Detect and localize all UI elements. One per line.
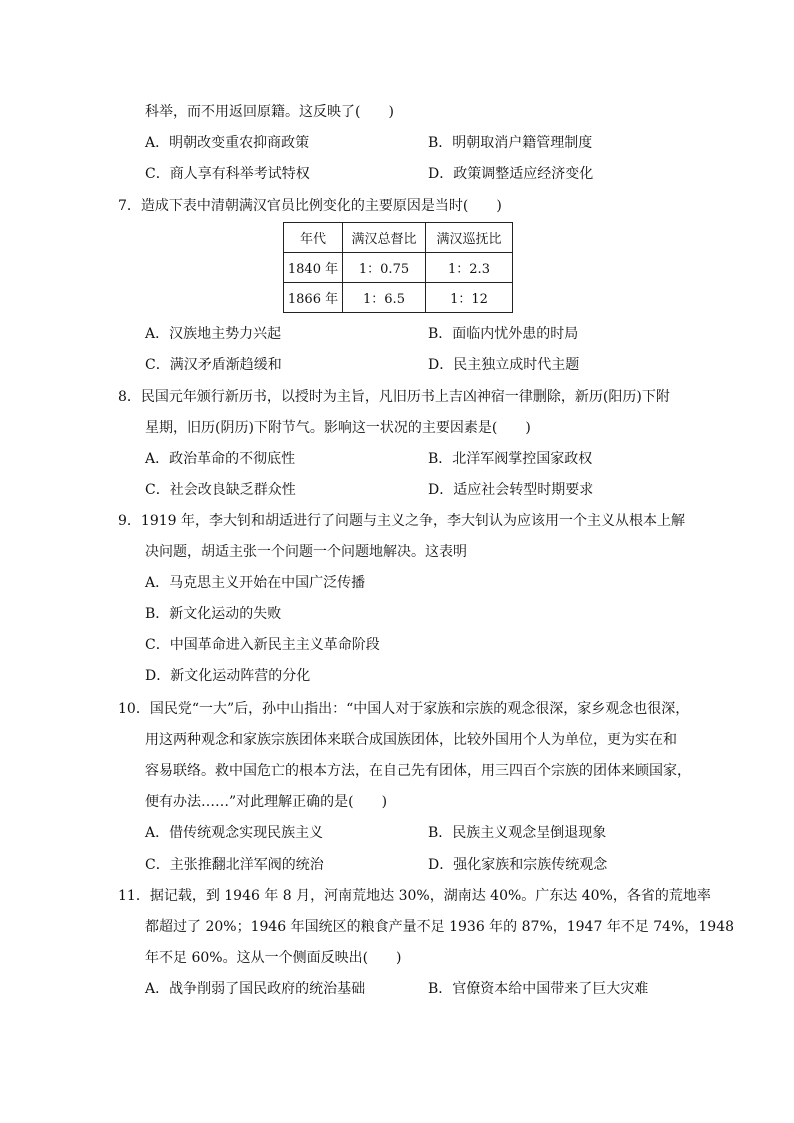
q9-option-c: C．中国革命进入新民主主义革命阶段 (145, 637, 380, 653)
q10-option-d: D．强化家族和宗族传统观念 (428, 857, 608, 873)
q10-option-b: B．民族主义观念呈倒退现象 (428, 825, 607, 841)
q10-stem-line-1: 10．国民党“一大”后，孙中山指出：“中国人对于家族和宗族的观念很深，家乡观念也很深， (118, 701, 690, 717)
q8-option-c: C．社会改良缺乏群众性 (145, 482, 296, 498)
q10-option-c: C．主张推翻北洋军阀的统治 (145, 857, 324, 873)
q7-option-b: B．面临内忧外患的时局 (428, 326, 579, 342)
q6-option-d: D．政策调整适应经济变化 (428, 166, 594, 182)
q10-stem-line-2: 用这两种观念和家族宗族团体来联合成国族团体，比较外国用个人为单位，更为实在和 (145, 732, 677, 748)
q6-option-c: C．商人享有科举考试特权 (145, 166, 310, 182)
table-header-cell: 满汉巡抚比 (426, 223, 513, 253)
q7-option-a: A．汉族地主势力兴起 (145, 326, 282, 342)
table-cell: 1866 年 (284, 283, 343, 313)
table-cell: 1：12 (426, 283, 513, 313)
table-header-cell: 年代 (284, 223, 343, 253)
q7-option-c: C．满汉矛盾渐趋缓和 (145, 357, 282, 373)
q11-stem-line-3: 年不足 60%。这从一个侧面反映出( ) (145, 950, 402, 966)
q9-option-d: D．新文化运动阵营的分化 (145, 668, 311, 684)
q10-stem-line-3: 容易联络。救中国危亡的根本方法，在自己先有团体，用三四百个宗族的团体来顾国家， (145, 763, 691, 779)
q11-option-b: B．官僚资本给中国带来了巨大灾难 (428, 981, 649, 997)
q10-option-a: A．借传统观念实现民族主义 (145, 825, 324, 841)
table-header-cell: 满汉总督比 (343, 223, 426, 253)
q9-stem-line-1: 9．1919 年，李大钊和胡适进行了问题与主义之争，李大钊认为应该用一个主义从根本上解 (118, 513, 685, 529)
q8-stem-line-2: 星期，旧历(阴历)下附节气。影响这一状况的主要因素是( ) (145, 420, 531, 436)
table-cell: 1：2.3 (426, 253, 513, 283)
q8-option-b: B．北洋军阀掌控国家政权 (428, 451, 593, 467)
q7-option-d: D．民主独立成时代主题 (428, 357, 580, 373)
table-header-row (284, 223, 513, 253)
q7-ratio-table (283, 222, 513, 313)
q6-option-a: A．明朝改变重农抑商政策 (145, 135, 310, 151)
table-row (284, 283, 513, 313)
q8-option-a: A．政治革命的不彻底性 (145, 451, 296, 467)
q9-option-a: A．马克思主义开始在中国广泛传播 (145, 575, 366, 591)
q11-stem-line-2: 都超过了 20%；1946 年国统区的粮食产量不足 1936 年的 87%，1947 年不足 74%，1948 (145, 919, 735, 935)
table-row (284, 253, 513, 283)
q8-option-d: D．适应社会转型时期要求 (428, 482, 594, 498)
q11-option-a: A．战争削弱了国民政府的统治基础 (145, 981, 366, 997)
q7-stem: 7．造成下表中清朝满汉官员比例变化的主要原因是当时( ) (118, 198, 502, 214)
q9-stem-line-2: 决问题，胡适主张一个问题一个问题地解决。这表明 (145, 544, 467, 560)
q8-stem-line-1: 8．民国元年颁行新历书，以授时为主旨，凡旧历书上吉凶神宿一律删除，新历(阳历)下附 (118, 389, 670, 405)
q6-stem-continuation: 科举，而不用返回原籍。这反映了( ) (145, 104, 394, 120)
q10-stem-line-4: 便有办法……”对此理解正确的是( ) (145, 794, 388, 810)
table-cell: 1：6.5 (343, 283, 426, 313)
q11-stem-line-1: 11．据记载，到 1946 年 8 月，河南荒地达 30%，湖南达 40%。广东达 40%，各省的荒地率 (118, 888, 711, 904)
q6-option-b: B．明朝取消户籍管理制度 (428, 135, 593, 151)
table-cell: 1：0.75 (343, 253, 426, 283)
q9-option-b: B．新文化运动的失败 (145, 606, 282, 622)
table-cell: 1840 年 (284, 253, 343, 283)
